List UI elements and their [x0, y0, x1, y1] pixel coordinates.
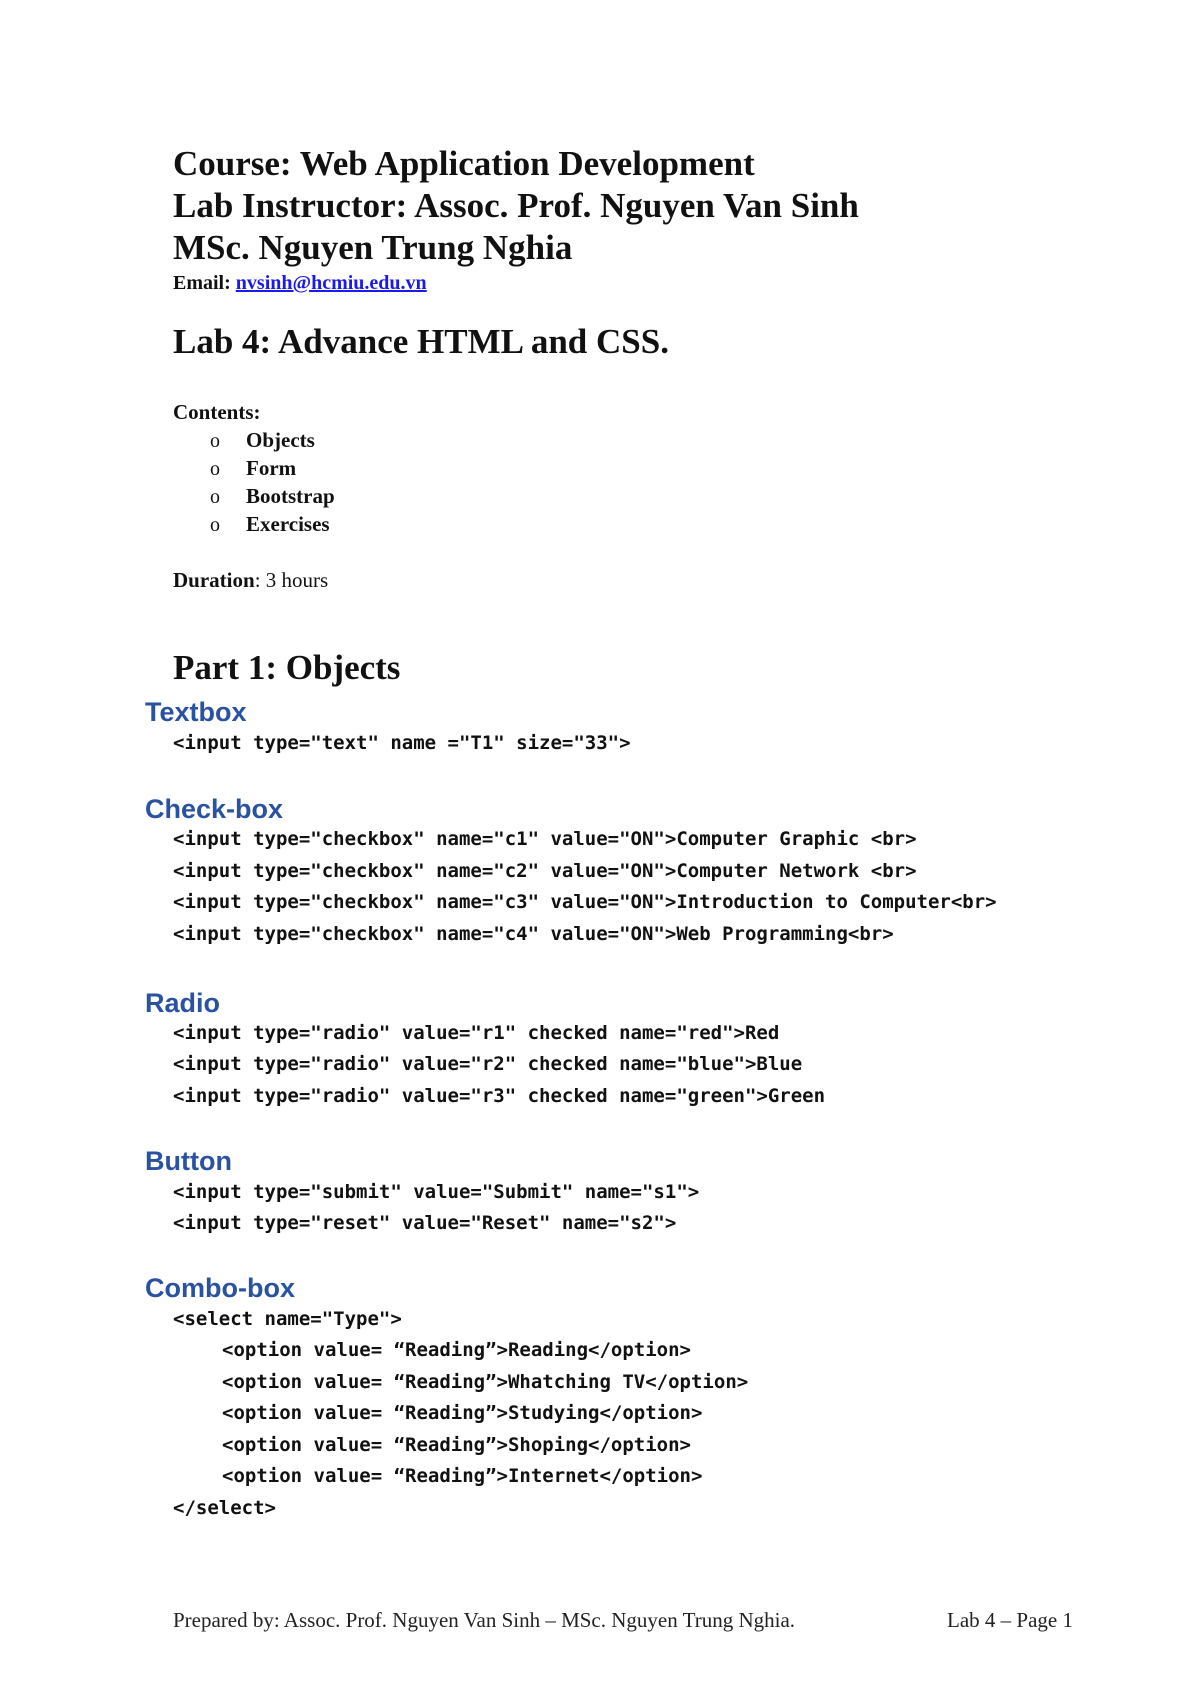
code-line: <option value= “Reading”>Reading</option> — [222, 1339, 691, 1361]
code-line: <option value= “Reading”>Shoping</option> — [222, 1434, 691, 1456]
toc-item-label: Form — [246, 456, 297, 480]
toc-item — [210, 483, 335, 509]
code-line: <select name="Type"> — [173, 1308, 402, 1330]
section-heading-checkbox: Check-box — [145, 794, 284, 824]
code-line: <option value= “Reading”>Whatching TV</option> — [222, 1371, 749, 1393]
bullet-icon: o — [210, 486, 220, 508]
code-line: <input type="checkbox" name="c4" value="ON">Web Programming<br> — [173, 923, 894, 945]
code-line: </select> — [173, 1497, 276, 1519]
code-line: <input type="checkbox" name="c2" value="ON">Computer Network <br> — [173, 860, 917, 882]
bullet-icon: o — [210, 458, 220, 480]
footer-prepared-by: Prepared by: Assoc. Prof. Nguyen Van Sinh – MSc. Nguyen Trung Nghia. — [173, 1608, 796, 1632]
bullet-icon: o — [210, 514, 220, 536]
section-heading-radio: Radio — [145, 988, 221, 1018]
code-line: <input type="text" name ="T1" size="33"> — [173, 732, 631, 754]
code-line: <input type="radio" value="r1" checked name="red">Red — [173, 1022, 780, 1044]
code-line: <input type="reset" value="Reset" name="s2"> — [173, 1212, 677, 1234]
section-heading-combobox: Combo-box — [145, 1273, 295, 1303]
code-line: <input type="radio" value="r2" checked name="blue">Blue — [173, 1053, 803, 1075]
lab-instructor: Lab Instructor: Assoc. Prof. Nguyen Van Sinh — [173, 186, 859, 225]
lab-title: Lab 4: Advance HTML and CSS. — [173, 322, 669, 361]
code-line: <input type="submit" value="Submit" name="s1"> — [173, 1181, 700, 1203]
section-heading-textbox: Textbox — [145, 697, 247, 727]
duration-label: Duration — [173, 568, 255, 592]
email-label: Email: — [173, 272, 236, 294]
footer-page-number: Lab 4 – Page 1 — [947, 1608, 1073, 1632]
toc-item-label: Objects — [246, 428, 315, 452]
toc-item — [210, 511, 330, 537]
course-title: Course: Web Application Development — [173, 144, 755, 183]
code-line: <option value= “Reading”>Studying</option> — [222, 1402, 703, 1424]
co-instructor: MSc. Nguyen Trung Nghia — [173, 228, 573, 267]
bullet-icon: o — [210, 430, 220, 452]
email-line — [173, 272, 427, 295]
toc-item-label: Exercises — [246, 512, 330, 536]
code-line: <input type="checkbox" name="c1" value="ON">Computer Graphic <br> — [173, 828, 917, 850]
contents-label: Contents: — [173, 400, 261, 424]
duration-value: : 3 hours — [254, 568, 329, 592]
section-heading-button: Button — [145, 1146, 232, 1176]
toc-item-label: Bootstrap — [246, 484, 335, 508]
duration-line — [173, 568, 328, 593]
email-link[interactable]: nvsinh@hcmiu.edu.vn — [235, 272, 427, 294]
code-line: <input type="radio" value="r3" checked name="green">Green — [173, 1085, 826, 1107]
part-title: Part 1: Objects — [173, 648, 401, 687]
code-line: <option value= “Reading”>Internet</option> — [222, 1465, 703, 1487]
code-line: <input type="checkbox" name="c3" value="ON">Introduction to Computer<br> — [173, 891, 997, 913]
toc-item — [210, 427, 315, 453]
toc-item — [210, 455, 296, 481]
